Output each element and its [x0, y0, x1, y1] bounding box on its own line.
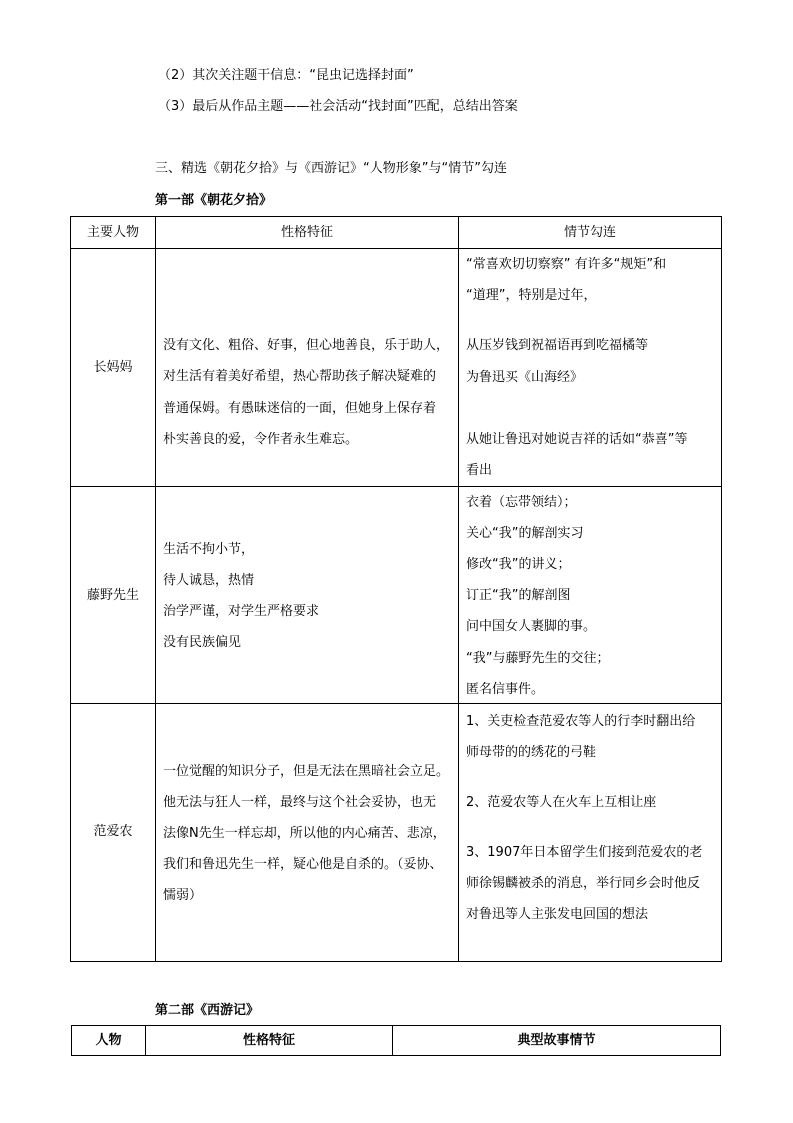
section-heading: 三、精选《朝花夕拾》与《西游记》“人物形象”与“情节”勾连: [155, 161, 507, 176]
row1-plot-line: 为鲁迅买《山海经》: [466, 370, 584, 385]
row2-traits-line: 待人诚恳，热情: [163, 573, 255, 588]
row1-plot-line: 从压岁钱到祝福语再到吃福橘等: [466, 338, 649, 353]
table2-border-bottom: [71, 1055, 721, 1056]
row1-name: 长妈妈: [93, 360, 133, 375]
row2-traits-line: 生活不拘小节，: [163, 542, 255, 557]
row3-traits-line: 懦弱）: [163, 888, 203, 903]
table1-divider-header: [70, 248, 722, 249]
row3-plot-line: 3、1907年日本留学生们接到范爱农的老: [466, 845, 703, 860]
row3-plot-line: 1、关吏检查范爱农等人的行李时翻出给: [466, 714, 696, 729]
row3-traits-line: 一位觉醒的知识分子，但是无法在黑暗社会立足。: [163, 764, 450, 779]
row2-plot-line: “我”与藤野先生的交往；: [466, 651, 610, 666]
table2-header-traits: 性格特征: [242, 1033, 295, 1048]
row2-traits-line: 治学严谨，对学生严格要求: [163, 604, 320, 619]
row2-plot-line: 衣着（忘带领结）；: [466, 495, 577, 510]
row3-name: 范爱农: [93, 824, 133, 839]
intro-line-2: （2）其次关注题干信息：“昆虫记选择封面”: [158, 68, 414, 83]
table1-divider-row2: [70, 703, 722, 704]
row1-traits-line: 朴实善良的爱，令作者永生难忘。: [163, 432, 359, 447]
part1-title: 第一部《朝花夕拾》: [155, 193, 273, 208]
table1-header-plot: 情节勾连: [563, 225, 616, 240]
row3-traits-line: 法像N先生一样忘却，所以他的内心痛苦、悲凉，: [163, 826, 446, 841]
row1-traits-line: 对生活有着美好希望，热心帮助孩子解决疑难的: [163, 369, 437, 384]
table1-col-divider-2: [458, 216, 459, 962]
row2-plot-line: 匿名信事件。: [466, 682, 545, 697]
row2-plot-line: 关心“我”的解剖实习: [466, 526, 584, 541]
row2-plot-line: 问中国女人裹脚的事。: [466, 619, 597, 634]
table2-header-name: 人物: [95, 1033, 122, 1048]
row3-traits-line: 我们和鲁迅先生一样，疑心他是自杀的。（妥协、: [163, 857, 443, 872]
part2-title: 第二部《西游记》: [155, 1003, 260, 1018]
row3-plot-line: 对鲁迅等人主张发电回国的想法: [466, 907, 649, 922]
row1-plot-line: “道理”，特别是过年，: [466, 288, 597, 303]
table1-header-traits: 性格特征: [280, 225, 333, 240]
row3-plot-line: 师母带的的绣花的弓鞋: [466, 745, 597, 760]
row2-traits-line: 没有民族偏见: [163, 635, 242, 650]
row1-plot-line: “常喜欢切切察察” 有许多“规矩”和: [466, 257, 667, 272]
row2-plot-line: 订正“我”的解剖图: [466, 588, 571, 603]
table1-header-name: 主要人物: [86, 225, 139, 240]
row1-plot-line: 从她让鲁迅对她说吉祥的话如“恭喜”等: [466, 432, 688, 447]
row1-traits-line: 普通保姆。有愚昧迷信的一面，但她身上保存着: [163, 401, 437, 416]
table1-divider-row1: [70, 486, 722, 487]
table1-border-bottom: [70, 961, 722, 962]
row3-plot-line: 2、范爱农等人在火车上互相让座: [466, 795, 657, 810]
table2-header-plot: 典型故事情节: [517, 1033, 596, 1048]
row2-name: 藤野先生: [86, 588, 139, 603]
row1-traits-line: 没有文化、粗俗、好事，但心地善良，乐于助人，: [163, 338, 450, 353]
row2-plot-line: 修改“我”的讲义；: [466, 557, 571, 572]
table1-border-top: [70, 216, 722, 217]
row1-plot-line: 看出: [466, 463, 493, 478]
row3-traits-line: 他无法与狂人一样，最终与这个社会妥协，也无: [163, 795, 437, 810]
intro-line-3: （3）最后从作品主题——社会活动“找封面”匹配，总结出答案: [158, 99, 518, 114]
table1-border-right: [721, 216, 722, 962]
row3-plot-line: 师徐锡麟被杀的消息，举行同乡会时他反: [466, 876, 701, 891]
table2-border-top: [71, 1025, 721, 1026]
